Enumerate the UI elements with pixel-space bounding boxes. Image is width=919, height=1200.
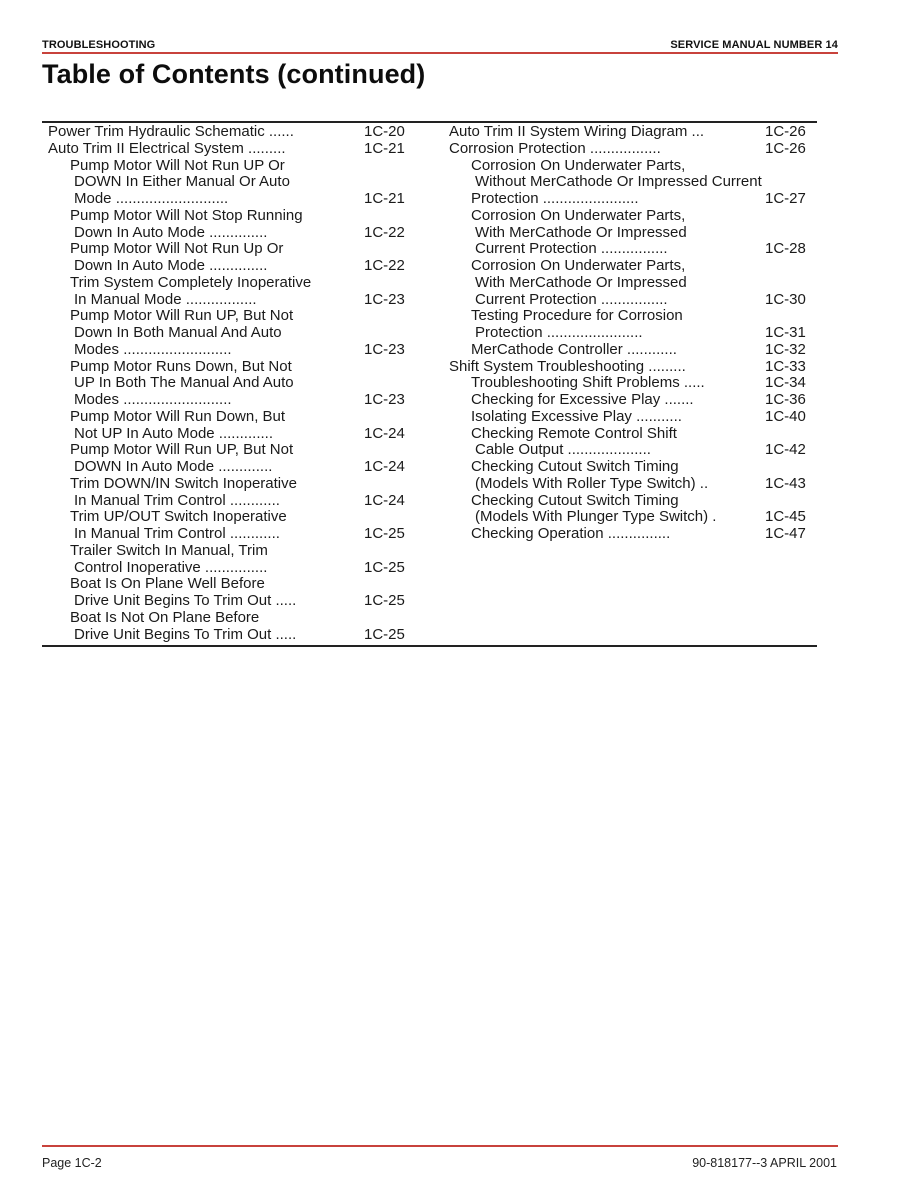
toc-entry-text: With MerCathode Or Impressed [475, 273, 687, 291]
toc-entry-text: MerCathode Controller ............ [471, 340, 677, 358]
toc-entry-text: DOWN In Either Manual Or Auto [74, 173, 290, 191]
toc-entry-page: 1C-21 [364, 139, 405, 157]
toc-entry[interactable] [449, 409, 811, 426]
toc-entry-page: 1C-40 [765, 407, 806, 425]
toc-entry[interactable] [449, 359, 811, 376]
header-manual-label: SERVICE MANUAL NUMBER 14 [670, 39, 838, 51]
toc-entry[interactable] [48, 241, 410, 275]
toc-entry-text: Auto Trim II Electrical System ......... [48, 139, 286, 157]
toc-entry-page: 1C-24 [364, 491, 405, 509]
toc-entry-text: Protection ....................... [475, 324, 643, 341]
footer-document-id: 90-818177--3 APRIL 2001 [692, 1156, 837, 1170]
toc-entry[interactable] [449, 158, 811, 208]
toc-entry-text: Down In Auto Mode .............. [74, 257, 268, 274]
toc-entry-page: 1C-26 [765, 123, 806, 140]
toc-entry-page: 1C-47 [765, 525, 806, 542]
toc-entry-page: 1C-28 [765, 240, 806, 258]
toc-entry-page: 1C-25 [364, 525, 405, 542]
toc-entry[interactable] [48, 124, 410, 141]
toc-entry[interactable] [449, 375, 811, 392]
toc-entry-page: 1C-33 [765, 357, 806, 375]
toc-entry-page: 1C-25 [364, 592, 405, 609]
toc-entry-text: Current Protection ................ [475, 290, 668, 308]
toc-entry-text: Drive Unit Begins To Trim Out ..... [74, 625, 297, 643]
toc-entry-page: 1C-23 [364, 290, 405, 308]
toc-entry-text: Without MerCathode Or Impressed Current [475, 173, 762, 191]
toc-entry-text: Corrosion On Underwater Parts, [471, 206, 686, 224]
toc-entry-text: Pump Motor Will Run UP, But Not [70, 441, 294, 459]
toc-entry-text: Isolating Excessive Play ........... [471, 407, 682, 425]
toc-entry[interactable] [48, 275, 410, 309]
toc-entry-text: Mode ........................... [74, 190, 229, 207]
toc-entry[interactable] [48, 208, 410, 242]
toc-entry-page: 1C-22 [364, 223, 405, 241]
toc-entry[interactable] [48, 476, 410, 510]
toc-entry-text: Power Trim Hydraulic Schematic ...... [48, 123, 294, 140]
toc-entry[interactable] [449, 426, 811, 460]
toc-entry-page: 1C-20 [364, 123, 405, 140]
toc-entry-text: Drive Unit Begins To Trim Out ..... [74, 592, 297, 609]
toc-entry-text: Shift System Troubleshooting ......... [449, 357, 686, 375]
toc-entry-text: Pump Motor Will Run UP, But Not [70, 307, 294, 325]
toc-entry-page: 1C-23 [364, 340, 405, 358]
toc-entry-page: 1C-21 [364, 190, 405, 207]
toc-entry[interactable] [449, 392, 811, 409]
toc-entry[interactable] [48, 158, 410, 208]
toc-entry-text: Checking Cutout Switch Timing [471, 491, 679, 509]
toc-entry-text: Corrosion On Underwater Parts, [471, 257, 686, 274]
toc-entry[interactable] [48, 543, 410, 577]
toc-entry-text: Checking Cutout Switch Timing [471, 458, 679, 475]
toc-entry-page: 1C-24 [364, 424, 405, 442]
toc-entry-text: Pump Motor Will Not Run Up Or [70, 240, 284, 258]
toc-entry[interactable] [449, 493, 811, 527]
toc-entry-page: 1C-34 [765, 374, 806, 392]
toc-entry-text: Troubleshooting Shift Problems ..... [471, 374, 705, 392]
toc-entry-page: 1C-22 [364, 257, 405, 274]
toc-entry-text: Checking Remote Control Shift [471, 424, 677, 442]
toc-entry-page: 1C-27 [765, 190, 806, 207]
toc-entry-page: 1C-32 [765, 340, 806, 358]
toc-entry-text: Corrosion On Underwater Parts, [471, 156, 686, 174]
toc-entry[interactable] [48, 308, 410, 358]
toc-entry-text: (Models With Plunger Type Switch) . [475, 508, 717, 526]
toc-entry-text: In Manual Trim Control ............ [74, 491, 280, 509]
toc-entry-text: Cable Output .................... [475, 441, 651, 459]
toc-entry[interactable] [449, 459, 811, 493]
toc-entry[interactable] [449, 141, 811, 158]
toc-entry-text: Protection ....................... [471, 190, 639, 207]
toc-entry[interactable] [48, 442, 410, 476]
toc-entry-text: Checking for Excessive Play ....... [471, 391, 694, 408]
toc-entry[interactable] [48, 509, 410, 543]
toc-entry-text: Pump Motor Will Not Run UP Or [70, 156, 285, 174]
toc-entry-text: (Models With Roller Type Switch) .. [475, 474, 709, 492]
toc-entry-text: Trim DOWN/IN Switch Inoperative [70, 474, 297, 492]
toc-entry-text: In Manual Mode ................. [74, 290, 257, 308]
toc-entry-page: 1C-30 [765, 290, 806, 308]
footer-divider [42, 1145, 838, 1147]
toc-entry-text: Down In Auto Mode .............. [74, 223, 268, 241]
toc-entry-text: Current Protection ................ [475, 240, 668, 258]
toc-entry-text: With MerCathode Or Impressed [475, 223, 687, 241]
toc-entry[interactable] [48, 141, 410, 158]
toc-right-column [449, 124, 811, 543]
footer-page-number: Page 1C-2 [42, 1156, 102, 1170]
toc-entry-text: Trailer Switch In Manual, Trim [70, 541, 268, 559]
toc-entry-text: Boat Is On Plane Well Before [70, 575, 265, 593]
toc-entry-text: Testing Procedure for Corrosion [471, 307, 683, 325]
toc-entry-page: 1C-24 [364, 458, 405, 475]
toc-entry-text: Down In Both Manual And Auto [74, 324, 282, 341]
toc-entry[interactable] [449, 342, 811, 359]
toc-entry-text: UP In Both The Manual And Auto [74, 374, 294, 392]
toc-entry-page: 1C-42 [765, 441, 806, 459]
toc-entry-page: 1C-25 [364, 558, 405, 576]
toc-entry-text: Pump Motor Runs Down, But Not [70, 357, 292, 375]
toc-entry[interactable] [449, 526, 811, 543]
toc-entry-text: Pump Motor Will Run Down, But [70, 407, 286, 425]
toc-entry[interactable] [449, 308, 811, 342]
toc-entry[interactable] [48, 359, 410, 409]
toc-entry[interactable] [449, 208, 811, 258]
toc-entry[interactable] [48, 610, 410, 644]
toc-entry-page: 1C-36 [765, 391, 806, 408]
toc-entry-text: Checking Operation ............... [471, 525, 671, 542]
toc-entry-text: Trim System Completely Inoperative [70, 273, 312, 291]
toc-entry[interactable] [48, 576, 410, 610]
toc-entry[interactable] [48, 409, 410, 443]
toc-entry-text: Not UP In Auto Mode ............. [74, 424, 273, 442]
toc-entry-text: Corrosion Protection ................. [449, 139, 661, 157]
toc-entry-page: 1C-45 [765, 508, 806, 526]
toc-entry-page: 1C-43 [765, 474, 806, 492]
toc-entry-text: Modes .......................... [74, 391, 232, 408]
toc-entry-page: 1C-31 [765, 324, 806, 341]
toc-entry-text: Trim UP/OUT Switch Inoperative [70, 508, 287, 526]
toc-entry-text: Modes .......................... [74, 340, 232, 358]
toc-entry-text: Auto Trim II System Wiring Diagram ... [449, 123, 705, 140]
toc-left-column [48, 124, 410, 643]
toc-entry-page: 1C-23 [364, 391, 405, 408]
toc-entry-text: In Manual Trim Control ............ [74, 525, 280, 542]
toc-entry-text: DOWN In Auto Mode ............. [74, 458, 273, 475]
toc-entry-text: Boat Is Not On Plane Before [70, 608, 260, 626]
toc-entry-text: Control Inoperative ............... [74, 558, 268, 576]
toc-entry-page: 1C-26 [765, 139, 806, 157]
header-divider [42, 52, 838, 54]
toc-entry[interactable] [449, 258, 811, 308]
toc-entry[interactable] [449, 124, 811, 141]
toc-entry-text: Pump Motor Will Not Stop Running [70, 206, 303, 224]
toc-entry-page: 1C-25 [364, 625, 405, 643]
toc-bottom-divider [42, 645, 817, 647]
page-title: Table of Contents (continued) [42, 59, 426, 89]
header-section-label: TROUBLESHOOTING [42, 39, 156, 51]
